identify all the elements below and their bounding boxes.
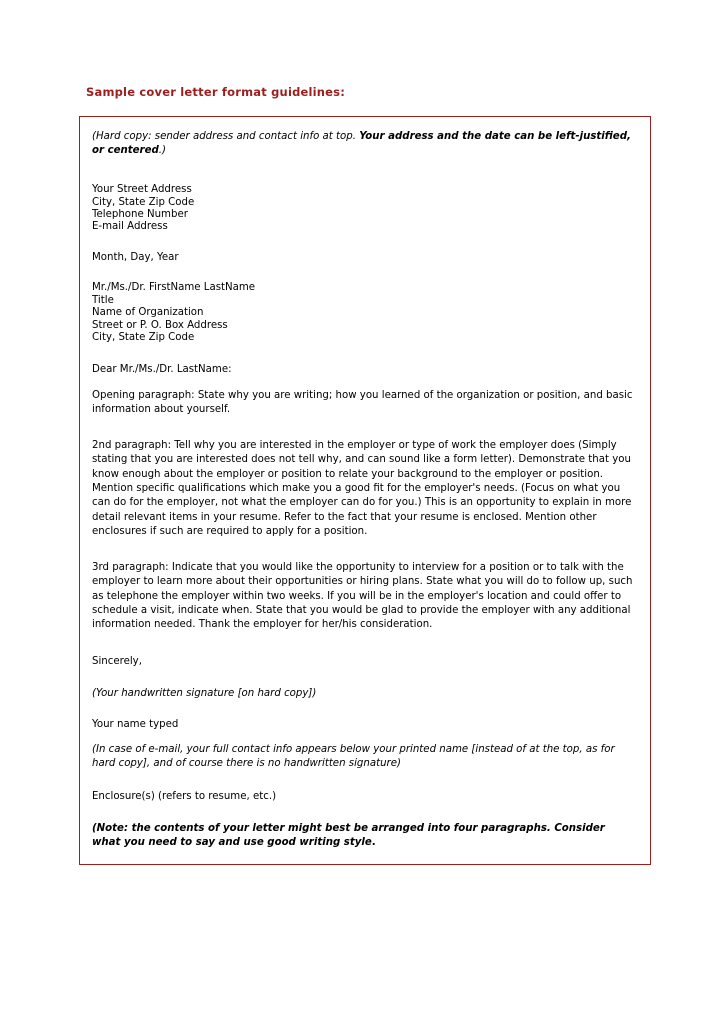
spacer-after-p1 [92,429,636,439]
typed-name: Your name typed [92,718,179,730]
salutation: Dear Mr./Ms./Dr. LastName: [92,363,232,375]
recipient-line: Name of Organization [92,307,204,319]
closing: Sincerely, [92,655,142,667]
sender-line: City, State Zip Code [92,196,195,208]
paragraph-three: 3rd paragraph: Indicate that you would like the opportunity to interview for a position or to talk with the employer to learn more about their opportunities or hiring plans. State what you will do to follow up, such as telephone the employer within two weeks. If you will be in the employer's location and could offer to schedule a visit, indicate when. State that you would be glad to provide the employer with any additional information needed. Thank the employer for her/his consideration. [92,562,633,631]
final-note-plain: . [371,836,376,848]
sender-line: Telephone Number [92,209,188,221]
recipient-address-block [92,282,636,344]
signature-line: (Your handwritten signature [on hard copy]) [92,687,317,699]
sender-address-block [92,184,636,234]
paragraph-one: Opening paragraph: State why you are writing; how you learned of the organization or position, and basic information about yourself. [92,389,633,415]
final-note [92,822,636,850]
recipient-line: Mr./Ms./Dr. FirstName LastName [92,282,256,294]
sender-line: E-mail Address [92,221,168,233]
sender-line: Your Street Address [92,184,192,196]
sample-letter-container [79,116,651,865]
recipient-line: Street or P. O. Box Address [92,319,228,331]
date-line: Month, Day, Year [92,251,179,263]
recipient-line: City, State Zip Code [92,332,195,344]
final-note-bold: (Note: the contents of your letter might best be arranged into four paragraphs. Consider what you need to say and use good writing style [92,822,605,848]
email-note: (In case of e-mail, your full contact info appears below your printed name [instead of at the top, as for hard copy], and of course there is no handwritten signature) [92,744,615,770]
spacer-after-intro [92,170,636,184]
enclosure-line: Enclosure(s) (refers to resume, etc.) [92,790,277,802]
intro-note [92,130,636,158]
intro-note-bold: Your address and the date can be left-justified, or centered [92,131,631,157]
page-title: Sample cover letter format guidelines: [86,85,346,99]
paragraph-two: 2nd paragraph: Tell why you are interested in the employer or type of work the employer does (Simply stating that you are interested does not tell why, and can sound like a form letter). Demonstrate that you know enough about the employer or position to relate your background to the employer or position. Mention specific qualifications which make you a good fit for the employer's needs. (Focus on what you can do for the employer, not what the employer can do for you.) This is an opportunity to explain in more detail relevant items in your resume. Refer to the fact that your resume is enclosed. Mention other enclosures if such are required to apply for a position. [92,440,632,537]
intro-note-close: .) [158,145,166,157]
recipient-line: Title [92,294,114,306]
spacer-after-p3 [92,645,636,655]
spacer-after-p2 [92,551,636,561]
date-block [92,252,636,264]
intro-note-italic: (Hard copy: sender address and contact info at top. [92,131,360,142]
typed-name-block [92,719,636,731]
